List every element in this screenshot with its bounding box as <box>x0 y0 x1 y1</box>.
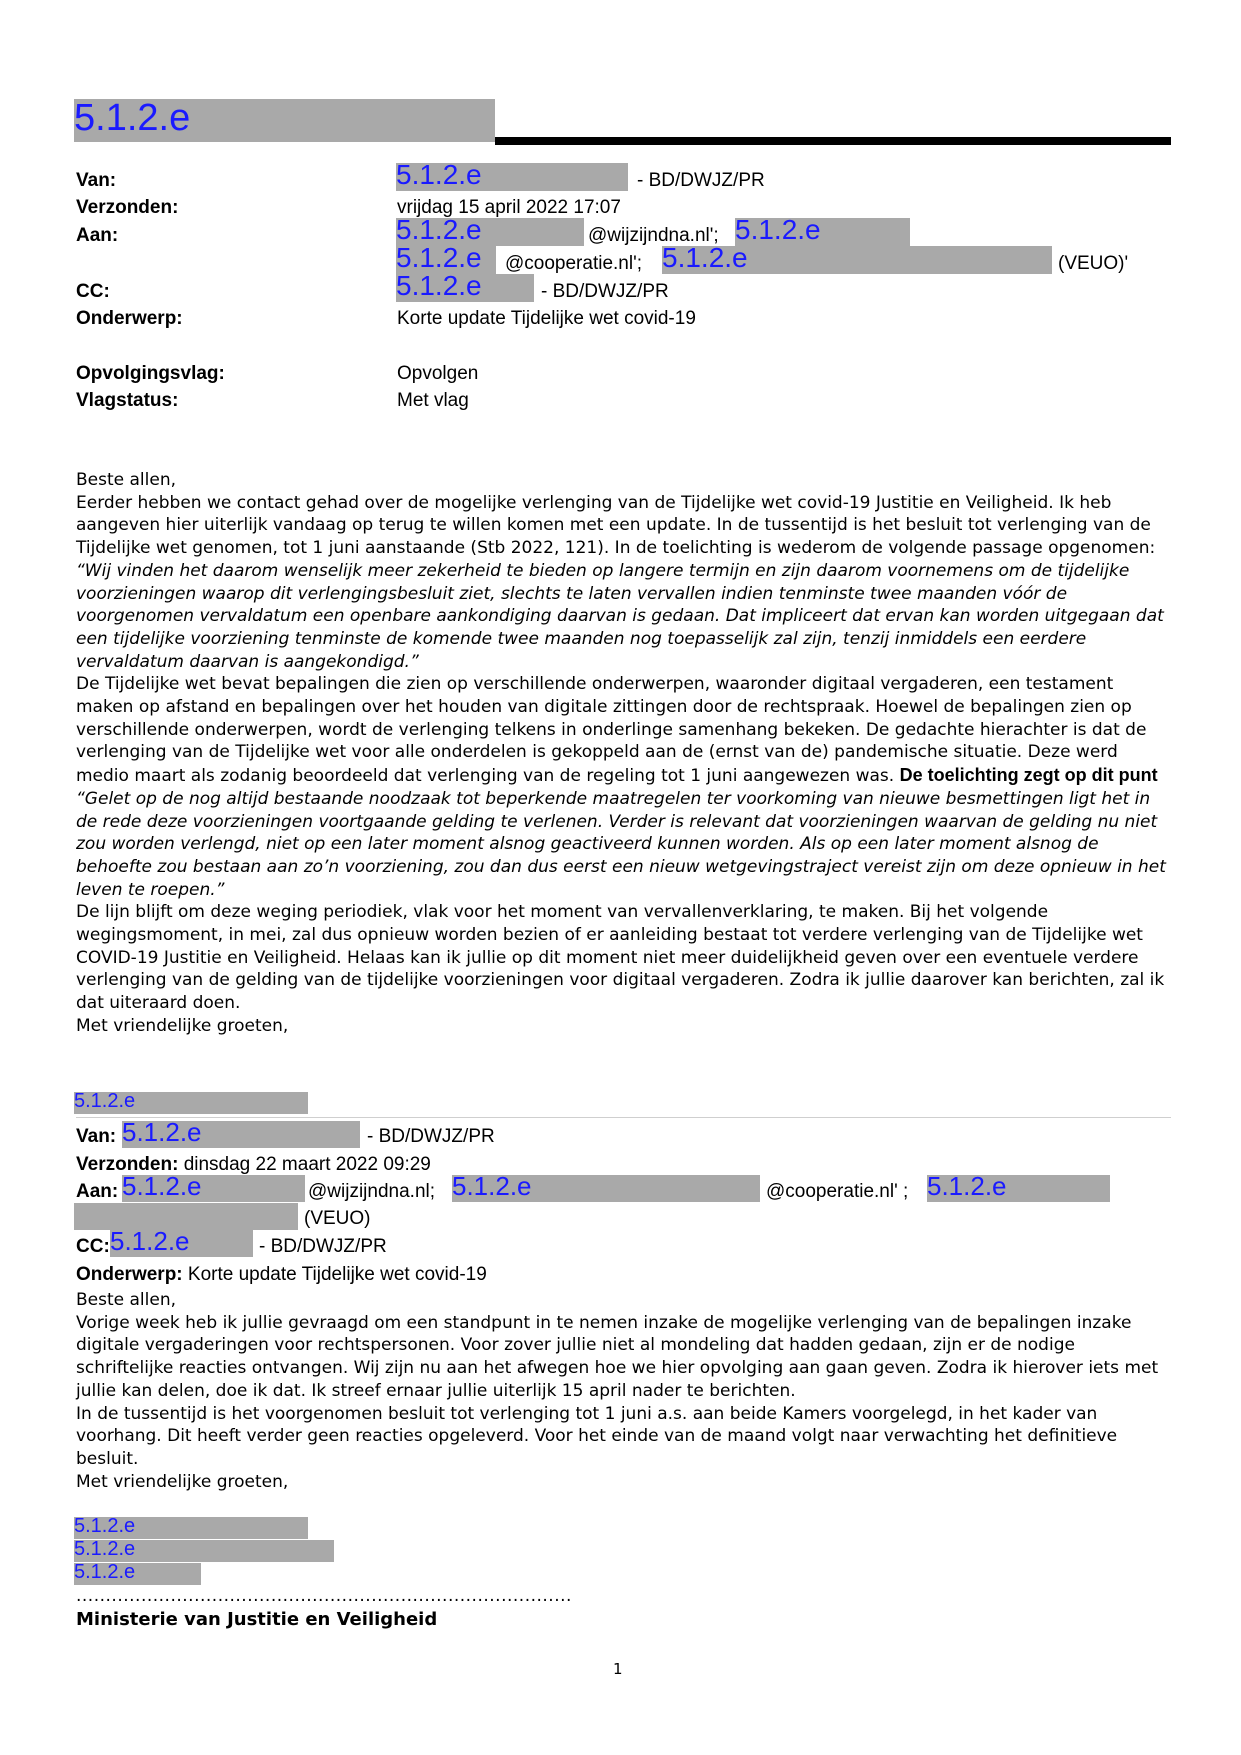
email2-cc-label: CC: <box>76 1236 110 1257</box>
email2-verzonden-label: Verzonden: <box>76 1154 179 1175</box>
label-opvolgingsvlag: Opvolgingsvlag: <box>76 363 225 384</box>
email1-p1-quote: “Wij vinden het daarom wenselijk meer zekerheid te bieden op langere termijn en zijn daarom voornemens om de tijdelijke voorzieningen waarop dit verlengingsbesluit ziet, slechts te laten vervallen indien tenminste twee maanden vóór de voorgenomen vervaldatum een openbare aankondiging daarvan is gedaan. Dat impliceert dat ervan kan worden uitgegaan dat een tijdelijke voorziening tenminste de komende twee maanden nog toepasselijk zal zijn, tenzij inmiddels een eerdere vervaldatum daarvan is aangekondigd.” <box>76 560 1164 672</box>
email1-paragraph-3: De lijn blijft om deze weging periodiek, vlak voor het moment van vervallenverklaring, te maken. Bij het volgende wegingsmoment, in mei, zal dus opnieuw worden bezien of er aanleiding bestaat tot verdere verlenging van de Tijdelijke wet COVID-19 Justitie en Veiligheid. Helaas kan ik jullie op dit moment niet meer duidelijkheid geven over een eventuele verdere verlenging van de gelding van de tijdelijke voorzieningen voor digitaal vergaderen. Zodra ik jullie daarover kan berichten, zal ik dat uiteraard doen. <box>76 902 1165 1014</box>
email2-onderwerp <box>76 1264 487 1286</box>
email2-aan-veuo: (VEUO) <box>304 1208 371 1229</box>
label-cc: CC: <box>76 281 110 302</box>
aan-email-2: @cooperatie.nl'; <box>505 253 642 274</box>
label-onderwerp: Onderwerp: <box>76 308 183 329</box>
email2-paragraph-2: In de tussentijd is het voorgenomen besluit tot verlenging tot 1 juni a.s. aan beide Kamers voorgelegd, in het kader van voorhang. Dit heeft verder geen reacties opgeleverd. Voor het einde van de maand volgt naar verwachting het definitieve besluit. <box>76 1403 1118 1469</box>
van-redaction <box>396 159 628 191</box>
email2-verzonden-value: dinsdag 22 maart 2022 09:29 <box>183 1154 431 1175</box>
separator-line <box>76 1117 1171 1118</box>
email2-aan-redaction-1 <box>122 1171 305 1202</box>
label-verzonden: Verzonden: <box>76 197 179 218</box>
signature-2-redaction-3 <box>74 1563 201 1585</box>
title-rule <box>495 137 1171 145</box>
email2-aan-code-1: 5.1.2.e <box>122 1171 202 1201</box>
signature-2-code-2: 5.1.2.e <box>74 1538 136 1560</box>
title-redaction-code: 5.1.2.e <box>74 97 191 139</box>
email2-van-redaction <box>122 1117 360 1148</box>
email2-onderwerp-label: Onderwerp: <box>76 1264 183 1285</box>
aan-redaction-4-code: 5.1.2.e <box>662 242 748 273</box>
van-redaction-code: 5.1.2.e <box>396 159 482 190</box>
label-vlagstatus: Vlagstatus: <box>76 390 179 411</box>
van-suffix: - BD/DWJZ/PR <box>637 170 765 191</box>
aan-redaction-3-code: 5.1.2.e <box>396 242 482 273</box>
email1-p1-text: Eerder hebben we contact gehad over de mogelijke verlenging van de Tijdelijke wet covid-19 Justitie en Veiligheid. Ik heb aangeven hier uiterlijk vandaag op terug te willen komen met een update. In de tussentijd is het besluit tot verlenging van de Tijdelijke wet genomen, tot 1 juni aanstaande (Stb 2022, 121). In de toelichting is wederom de volgende passage opgenomen: <box>76 492 1156 559</box>
cc-redaction <box>396 270 534 302</box>
email1-p2-quote: “Gelet op de nog altijd bestaande noodzaak tot beperkende maatregelen ter voorkoming van nieuwe besmettingen ligt het in de rede deze voorzieningen voortgaande gelding te verlenen. Verder is relevant dat voorzieningen waarvan de gelding nu niet zou worden verlengd, niet op een later moment alsnog geactiveerd kunnen worden. Als op een later moment alsnog de behoefte zou bestaan aan zo’n voorziening, zou dan dus eerst een nieuw wetgevingstraject vereist zijn om deze opnieuw in het leven te roepen.” <box>76 788 1166 900</box>
email1-p2-bold: De toelichting zegt op dit punt <box>899 765 1158 786</box>
email1-body <box>76 469 1171 1038</box>
signature-2-redaction-2 <box>74 1540 334 1562</box>
email1-paragraph-2 <box>76 673 1171 901</box>
label-aan: Aan: <box>76 225 119 246</box>
cc-suffix: - BD/DWJZ/PR <box>541 281 669 302</box>
email2-cc-code: 5.1.2.e <box>110 1226 190 1256</box>
email2-greeting: Beste allen, <box>76 1290 177 1310</box>
email2-aan-email-2: @cooperatie.nl' ; <box>766 1181 909 1202</box>
ministry-name: Ministerie van Justitie en Veiligheid <box>76 1609 438 1630</box>
email2-paragraph-1: Vorige week heb ik jullie gevraagd om een standpunt in te nemen inzake de mogelijke verlenging van de bepalingen inzake digitale vergaderingen voor rechtspersonen. Voor zover jullie niet al mondeling dat hadden gedaan, zijn er de nodige schriftelijke reacties ontvangen. Wij zijn nu aan het afwegen hoe we hier opvolging aan gaan geven. Zodra ik hierover iets met jullie kan delen, doe ik dat. Ik streef ernaar jullie uiterlijk 15 april nader te berichten. <box>76 1312 1159 1401</box>
aan-veuo: (VEUO)' <box>1058 253 1129 274</box>
cc-redaction-code: 5.1.2.e <box>396 270 482 301</box>
email2-aan-redaction-3 <box>927 1171 1110 1202</box>
onderwerp-value: Korte update Tijdelijke wet covid-19 <box>397 308 696 329</box>
verzonden-value: vrijdag 15 april 2022 17:07 <box>397 197 621 218</box>
aan-redaction-2-code: 5.1.2.e <box>735 214 821 245</box>
aan-redaction-4 <box>662 242 1052 274</box>
email2-aan-code-2: 5.1.2.e <box>452 1171 532 1201</box>
signature-1-redaction <box>74 1092 308 1114</box>
email2-van-code: 5.1.2.e <box>122 1117 202 1147</box>
email2-onderwerp-value: Korte update Tijdelijke wet covid-19 <box>187 1264 487 1285</box>
signature-2-code-3: 5.1.2.e <box>74 1561 136 1583</box>
signature-2-code-1: 5.1.2.e <box>74 1515 136 1537</box>
email1-paragraph-1 <box>76 492 1171 674</box>
email2-van-suffix: - BD/DWJZ/PR <box>367 1126 495 1147</box>
email1-greeting: Beste allen, <box>76 470 177 490</box>
aan-redaction-2 <box>735 214 910 246</box>
email2-closing: Met vriendelijke groeten, <box>76 1471 289 1492</box>
email2-cc-suffix: - BD/DWJZ/PR <box>259 1236 387 1257</box>
opvolgingsvlag-value: Opvolgen <box>397 363 479 384</box>
vlagstatus-value: Met vlag <box>397 390 469 411</box>
label-van: Van: <box>76 170 117 191</box>
email2-aan-redaction-2 <box>452 1171 760 1202</box>
aan-redaction-1-code: 5.1.2.e <box>396 214 482 245</box>
email2-body <box>76 1289 1171 1493</box>
email1-closing: Met vriendelijke groeten, <box>76 1015 289 1036</box>
email2-cc-redaction <box>110 1226 253 1257</box>
title-redaction <box>74 99 495 142</box>
email2-aan-email-1: @wijzijndna.nl; <box>308 1181 436 1202</box>
email1-p2-text: De Tijdelijke wet bevat bepalingen die zien op verschillende onderwerpen, waaronder digitaal vergaderen, een testament maken op afstand en bepalingen over het houden van digitale zittingen door de rechtspraak. Hoewel de bepalingen zien op verschillende onderwerpen, wordt de verlenging telkens in onderlinge samenhang bekeken. De gedachte hierachter is dat de verlenging van de Tijdelijke wet voor alle onderdelen is gekoppeld aan de (ernst van de) pandemische situatie. Deze werd medio maart als zodanig beoordeeld dat verlenging van de regeling tot 1 juni aangewezen was. <box>76 674 1147 787</box>
page-number: 1 <box>613 1660 623 1678</box>
signature-1-code: 5.1.2.e <box>74 1090 136 1112</box>
email2-aan-code-3: 5.1.2.e <box>927 1171 1007 1201</box>
dotted-line: .................................................................................... <box>76 1586 572 1606</box>
aan-email-1: @wijzijndna.nl'; <box>588 225 719 246</box>
email2-van-label: Van: <box>76 1126 117 1147</box>
email2-aan-label: Aan: <box>76 1181 119 1202</box>
signature-2-redaction-1 <box>74 1517 308 1539</box>
